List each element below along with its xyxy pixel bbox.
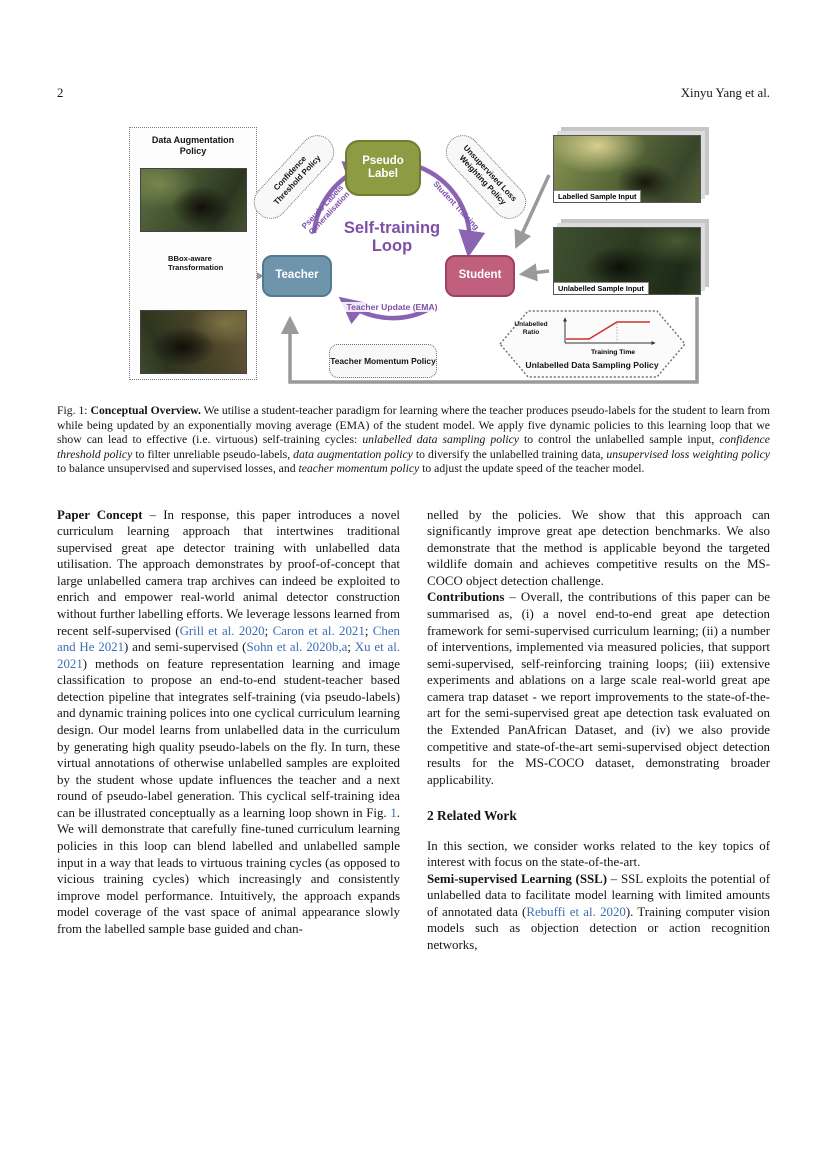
running-title: Xinyu Yang et al. — [680, 86, 770, 100]
citation-link[interactable]: Grill et al. 2020 — [179, 623, 265, 638]
pseudo-labels-generalisation-label: Pseudo Labels Generalisation — [300, 183, 352, 237]
right-column — [427, 507, 770, 954]
related-work-intro: In this section, we consider works related to the key topics of interest with focus on the state-of-the-art. — [427, 838, 770, 870]
unlabelled-sample-images — [553, 227, 701, 295]
teacher-node: Teacher — [262, 255, 332, 297]
figure-caption: Fig. 1: Conceptual Overview. We utilise a student-teacher paradigm for learning where the teacher produces pseudo-labels for the student to learn from while being updated by an exponentially moving average (EMA) of the student model. We apply five dynamic policies to this learning loop that we show can lead to effective (i.e. virtuous) self-training cycles: unlabelled data sampling policy to control the unlabelled sample input, confidence threshold policy to filter unreliable pseudo-labels, data augmentation policy to diversify the unlabelled training data, unsupervised loss weighting policy to balance unsupervised and supervised losses, and teacher momentum policy to adjust the update speed of the teacher model. — [57, 404, 770, 475]
unsupervised-loss-weighting-policy: Unsupervised Loss Weighting Policy — [439, 128, 533, 226]
continuation-paragraph: nelled by the policies. We show that this approach can significantly improve great ape detection benchmarks. We also demonstrate that the method is applicable beyond the targeted wildlife domain and achieves competitive results on the MS-COCO object detection challenge. — [427, 507, 770, 588]
contributions-paragraph: Contributions – Overall, the contributions of this paper can be summarised as, (i) a novel end-to-end great ape detection framework for semi-supervised curriculum learning; (ii) a number of interventions, implemented via measured policies, that support semi-supervised, self-reinforcing training loops; (iii) extensive experiments and ablations on a large scale real-world great ape camera trap dataset - we report improvements to the state-of-the-art for the semi-supervised great ape detection task evaluated on the Extended PanAfrican Dataset, and (iv) we also provide competitive and state-of-the-art semi-supervised object detection results for the MS-COCO dataset, demonstrating broader applicability. — [427, 590, 770, 787]
related-work-heading: 2 Related Work — [427, 808, 517, 824]
bbox-transform-label: BBox-aware Transformation — [168, 254, 224, 273]
figure-1 — [57, 125, 770, 389]
paper-page — [57, 0, 770, 954]
citation-link[interactable]: 1 — [390, 805, 397, 820]
citation-link[interactable]: Caron et al. 2021 — [272, 623, 365, 638]
sampling-plot — [551, 313, 669, 359]
student-node: Student — [445, 255, 515, 297]
sampling-plot-xlabel: Training Time — [590, 349, 636, 356]
data-augmentation-title: Data Augmentation Policy — [151, 135, 235, 156]
original-camera-trap-image — [140, 310, 247, 374]
labelled-sample-input-label: Labelled Sample Input — [554, 190, 641, 202]
ssl-paragraph: Semi-supervised Learning (SSL) – SSL exploits the potential of unlabelled data to facilitate model learning with limited amounts of annotated data (Rebuffi et al. 2020). Training computer vision models such as objection detection or action recognition networks, — [427, 871, 771, 953]
left-column — [57, 507, 400, 954]
page-number: 2 — [57, 86, 64, 100]
sampling-plot-ylabel: Unlabelled Ratio — [514, 321, 548, 336]
citation-link[interactable]: Rebuffi et al. 2020 — [526, 904, 626, 919]
labelled-sample-images — [553, 135, 701, 203]
citation-link[interactable]: Chen and He 2021 — [57, 623, 400, 655]
paper-concept-paragraph: Paper Concept – In response, this paper introduces a novel curriculum learning approach that intertwines traditional supervised great ape detector training with unlabelled data utilisation. The approach demonstrates by proof-of-concept that large unlabelled camera trap archives can indeed be exploited to enrich and empower real-world animal detector construction without further labelling efforts. We leverage lessons learned from recent self-supervised (Grill et al. 2020; Caron et al. 2021; Chen and He 2021) and semi-supervised (Sohn et al. 2020b,a; Xu et al. 2021) methods on feature representation learning and image classification to propose an end-to-end student-teacher based detection pipeline that integrates self-training (via pseudo-labels) and dynamic training polices into one cyclical curriculum learning design. Our model learns from unlabelled data in the curriculum by generating high quality pseudo-labels on the fly. In turn, these virtual annotations of otherwise unlabelled samples are exploited by the student whose update influences the teacher and a next round of pseudo-label generation. This cyclical self-training idea can be illustrated conceptually as a learning loop shown in Fig. 1. We will demonstrate that carefully fine-tuned curriculum learning policies in this loop can blend labelled and unlabelled sample input in a way that leads to virtuous training cycles (as opposed to vicious training cycles) which increasingly and consistently improve model performance. Intuitively, the approach expands model coverage of the vast space of animal appearance slowly from the labelled sample base guided and chan- — [57, 507, 401, 936]
running-head — [57, 86, 770, 101]
augmented-camera-trap-image — [140, 168, 247, 232]
unlabelled-data-sampling-policy: Unlabelled Data Sampling Policy — [525, 360, 659, 370]
confidence-threshold-policy: Confidence Threshold Policy — [247, 128, 341, 226]
unlabelled-sample-input-label: Unlabelled Sample Input — [554, 282, 649, 294]
loop-title: Self-training Loop — [343, 219, 441, 255]
body-text — [57, 507, 770, 954]
citation-link[interactable]: Xu et al. 2021 — [57, 640, 400, 671]
teacher-momentum-policy: Teacher Momentum Policy — [329, 344, 437, 378]
pseudo-label-node: Pseudo Label — [345, 140, 421, 196]
teacher-update-ema-label: Teacher Update (EMA) — [333, 302, 451, 312]
data-augmentation-panel — [129, 127, 257, 380]
unlabelled-ratio-curve — [566, 322, 650, 339]
citation-link[interactable]: Sohn et al. 2020b,a — [246, 640, 348, 655]
student-training-label: Student Training — [431, 179, 481, 232]
